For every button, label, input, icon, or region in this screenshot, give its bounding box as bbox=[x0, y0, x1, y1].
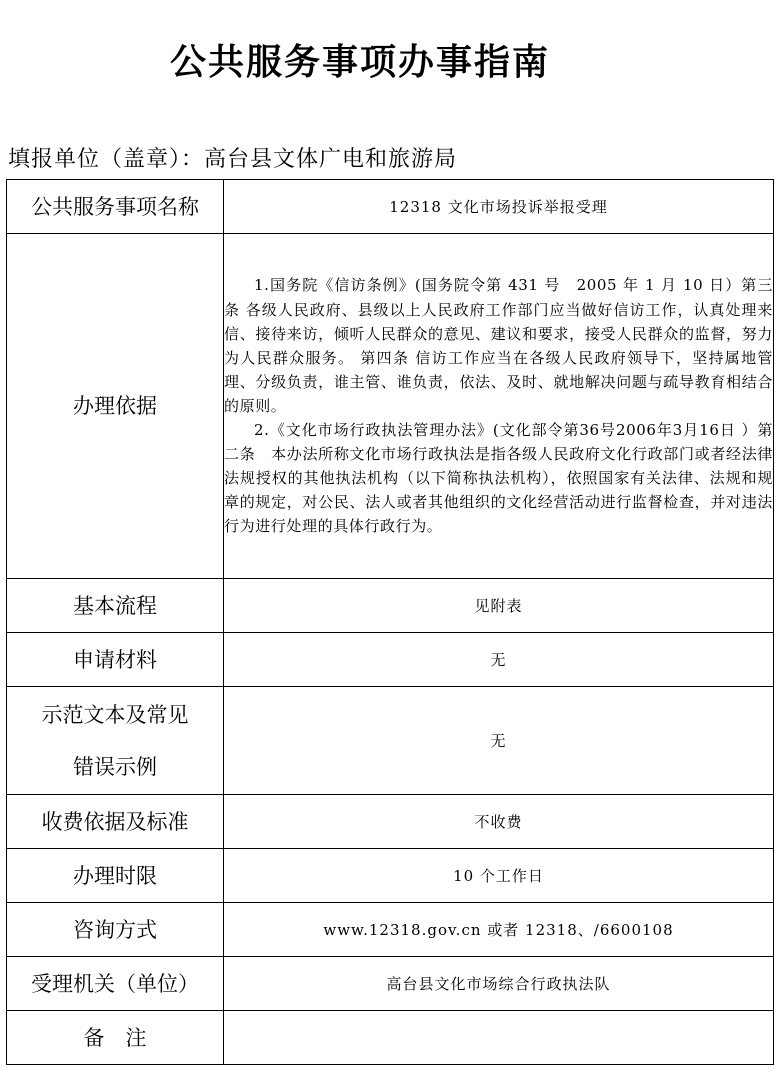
value-basis bbox=[224, 234, 774, 579]
page-title: 公共服务事项办事指南 bbox=[169, 42, 550, 83]
row-fee bbox=[7, 795, 774, 849]
label-samples-line-2: 错误示例 bbox=[73, 754, 157, 779]
value-remarks bbox=[224, 1011, 774, 1065]
label-fee: 收费依据及标准 bbox=[7, 795, 224, 849]
filler-unit: 填报单位（盖章）：高台县文体广电和旅游局 bbox=[8, 147, 458, 172]
label-materials: 申请材料 bbox=[7, 633, 224, 687]
value-time-limit: 10 个工作日 bbox=[224, 849, 774, 903]
label-remarks: 备 注 bbox=[7, 1011, 224, 1065]
label-process: 基本流程 bbox=[7, 579, 224, 633]
value-fee: 不收费 bbox=[224, 795, 774, 849]
row-consult bbox=[7, 903, 774, 957]
basis-paragraph-1: 1.国务院《信访条例》(国务院令第 431 号 2005 年 1 月 10 日）第三条 各级人民政府、县级以上人民政府工作部门应当做好信访工作，认真处理来信、接待来访，倾听人民群众的意见、建议和要求，接受人民群众的监督，努力为人民群众服务。 第四条 信访工作应当在各级人民政府领导下，坚持属地管理、分级负责，谁主管、谁负责，依法、及时、就地解决问题与疏导教育相结合的原则。 bbox=[224, 276, 773, 415]
label-samples-line-1: 示范文本及常见 bbox=[41, 702, 189, 727]
label-samples bbox=[7, 687, 224, 795]
value-materials: 无 bbox=[224, 633, 774, 687]
service-guide-table bbox=[6, 179, 774, 1065]
label-agency: 受理机关（单位） bbox=[7, 957, 224, 1011]
value-agency: 高台县文化市场综合行政执法队 bbox=[224, 957, 774, 1011]
row-agency bbox=[7, 957, 774, 1011]
row-materials bbox=[7, 633, 774, 687]
value-consult: www.12318.gov.cn 或者 12318、/6600108 bbox=[224, 903, 774, 957]
row-process bbox=[7, 579, 774, 633]
row-service-name bbox=[7, 180, 774, 234]
row-time-limit bbox=[7, 849, 774, 903]
row-remarks bbox=[7, 1011, 774, 1065]
value-process: 见附表 bbox=[224, 579, 774, 633]
label-time-limit: 办理时限 bbox=[7, 849, 224, 903]
label-service-name: 公共服务事项名称 bbox=[7, 180, 224, 234]
label-consult: 咨询方式 bbox=[7, 903, 224, 957]
row-basis bbox=[7, 234, 774, 579]
label-basis: 办理依据 bbox=[7, 234, 224, 579]
value-service-name: 12318 文化市场投诉举报受理 bbox=[224, 180, 774, 234]
row-samples bbox=[7, 687, 774, 795]
basis-paragraph-2: 2.《文化市场行政执法管理办法》(文化部令第36号2006年3月16日 ）第二条 本办法所称文化市场行政执法是指各级人民政府文化行政部门或者经法律法规授权的其他执法机构（以下简称执法机构），依照国家有关法律、法规和规章的规定，对公民、法人或者其他组织的文化经营活动进行监督检查，并对违法行为进行处理的具体行政行为。 bbox=[224, 421, 773, 536]
value-samples: 无 bbox=[224, 687, 774, 795]
